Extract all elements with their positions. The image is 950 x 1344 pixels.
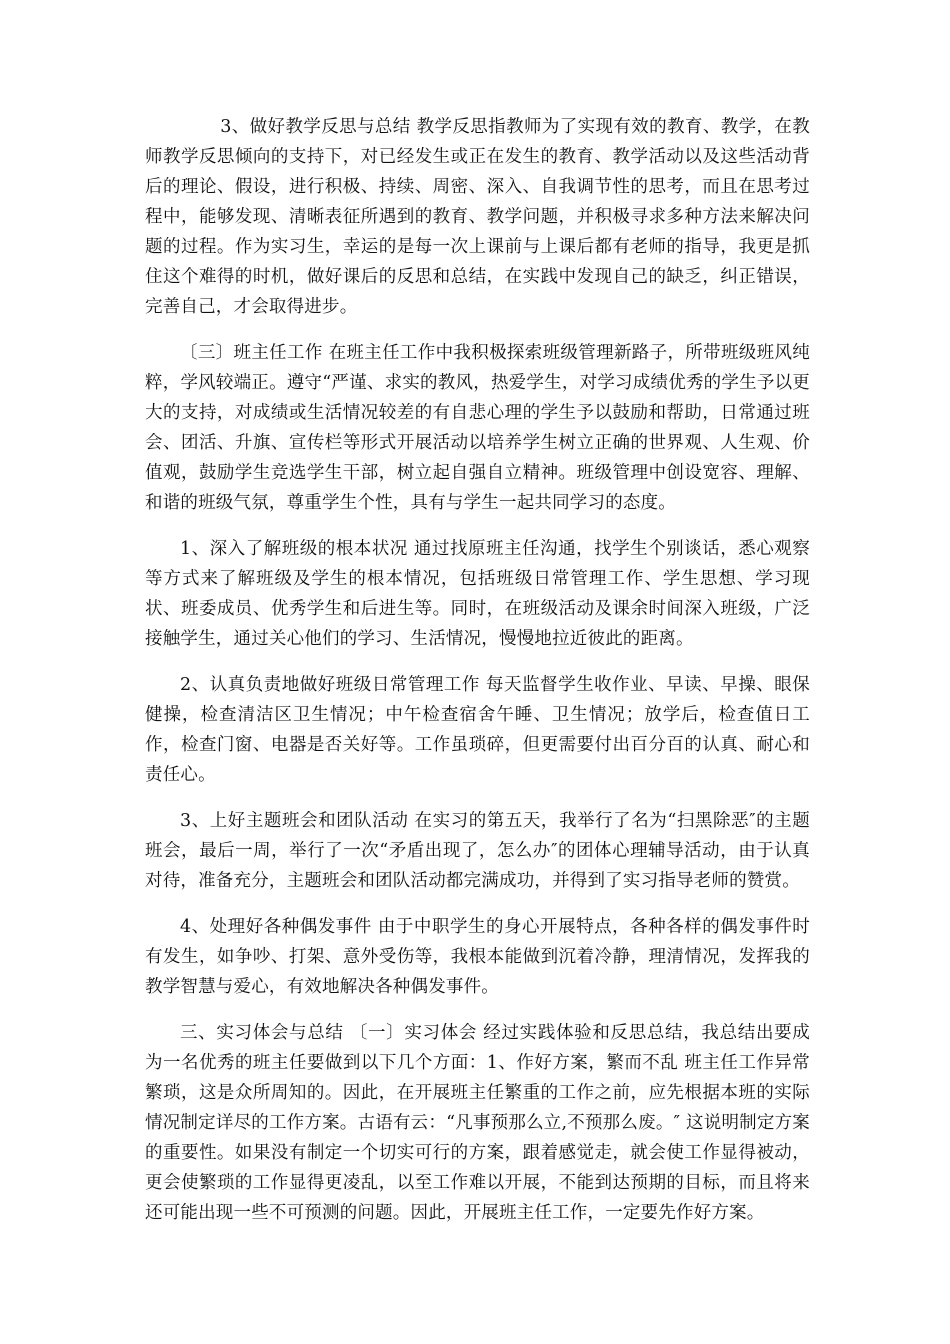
paragraph-daily-management: 2、认真负责地做好班级日常管理工作 每天监督学生收作业、早读、早操、眼保健操，检查清洁区卫生情况；中午检查宿舍午睡、卫生情况；放学后，检查值日工作，检查门窗、电器是否关好等。工作虽琐碎，但更需要付出百分百的认真、耐心和责任心。 xyxy=(145,675,810,785)
paragraph-incidents: 4、处理好各种偶发事件 由于中职学生的身心开展特点，各种各样的偶发事件时有发生，如争吵、打架、意外受伤等，我根本能做到沉着冷静，理清情况，发挥我的教学智慧与爱心，有效地解决各种偶发事件。 xyxy=(145,917,810,997)
paragraph-head-teacher-work: 〔三〕班主任工作 在班主任工作中我积极探索班级管理新路子，所带班级班风纯粹，学风较端正。遵守“严谨、求实的教风，热爱学生，对学习成绩优秀的学生予以更大的支持，对成绩或生活情况较差的有自悲心理的学生予以鼓励和帮助，日常通过班会、团活、升旗、宣传栏等形式开展活动以培养学生树立正确的世界观、人生观、价值观，鼓励学生竞选学生干部，树立起自强自立精神。班级管理中创设宽容、理解、和谐的班级气氛，尊重学生个性，具有与学生一起共同学习的态度。 xyxy=(145,343,810,513)
paragraph-understand-class: 1、深入了解班级的根本状况 通过找原班主任沟通，找学生个别谈话，悉心观察等方式来了解班级及学生的根本情况，包括班级日常管理工作、学生思想、学习现状、班委成员、优秀学生和后进生等。同时，在班级活动及课余时间深入班级，广泛接触学生，通过关心他们的学习、生活情况，慢慢地拉近彼此的距离。 xyxy=(145,539,810,649)
paragraph-summary: 三、实习体会与总结 〔一〕实习体会 经过实践体验和反思总结，我总结出要成为一名优秀的班主任要做到以下几个方面：1、作好方案，繁而不乱 班主任工作异常繁琐，这是众所周知的。因此，在开展班主任繁重的工作之前，应先根据本班的实际情况制定详尽的工作方案。古语有云：“凡事预那么立,不预那么废。″ 这说明制定方案的重要性。如果没有制定一个切实可行的方案，跟着感觉走，就会使工作显得被动，更会使繁琐的工作显得更凌乱，以至工作难以开展，不能到达预期的目标，而且将来还可能出现一些不可预测的问题。因此，开展班主任工作，一定要先作好方案。 xyxy=(145,1023,810,1223)
document-page xyxy=(145,112,810,1228)
paragraph-teaching-reflection: 3、做好教学反思与总结 教学反思指教师为了实现有效的教育、教学，在教师教学反思倾向的支持下，对已经发生或正在发生的教育、教学活动以及这些活动背后的理论、假设，进行积极、持续、周密、深入、自我调节性的思考，而且在思考过程中，能够发现、清晰表征所遇到的教育、教学问题，并积极寻求多种方法来解决问题的过程。作为实习生，幸运的是每一次上课前与上课后都有老师的指导，我更是抓住这个难得的时机，做好课后的反思和总结，在实践中发现自己的缺乏，纠正错误，完善自己，才会取得进步。 xyxy=(145,117,810,317)
paragraph-theme-class-meeting: 3、上好主题班会和团队活动 在实习的第五天，我举行了名为“扫黑除恶″的主题班会，最后一周，举行了一次“矛盾出现了，怎么办″的团体心理辅导活动，由于认真对待，准备充分，主题班会和团队活动都完满成功，并得到了实习指导老师的赞赏。 xyxy=(145,811,810,891)
